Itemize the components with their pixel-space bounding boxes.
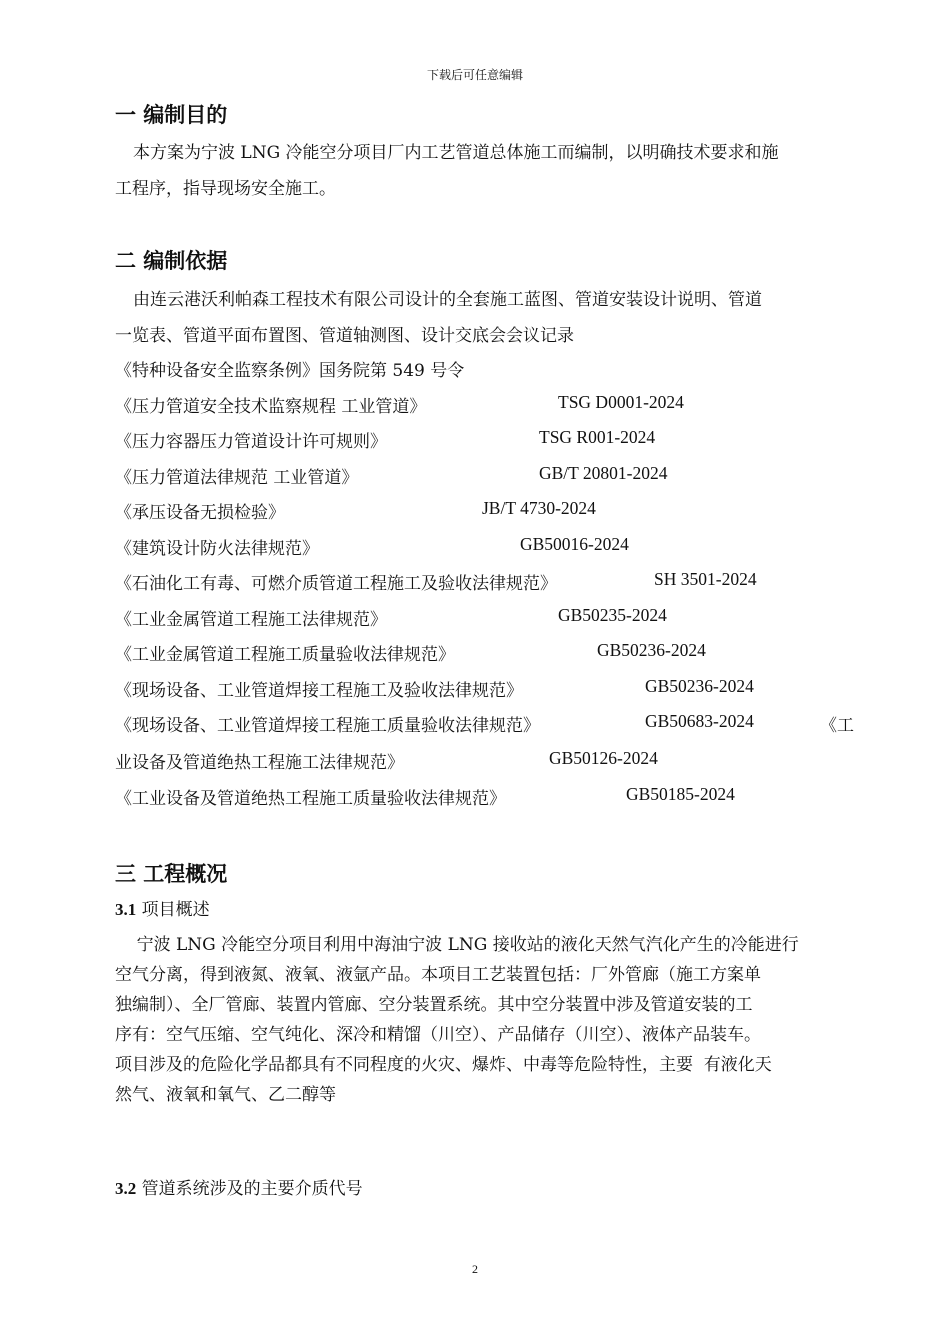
subsection-title: 项目概述	[141, 900, 210, 920]
standard-code: GB50683-2024	[645, 711, 754, 731]
standard-name: 《工业金属管道工程施工质量验收法律规范》	[115, 645, 455, 665]
standard-code: JB/T 4730-2024	[482, 498, 596, 518]
body-line: 项目涉及的危险化学品都具有不同程度的火灾、爆炸、中毒等危险特性，主要 有液化天	[115, 1055, 772, 1075]
section-1-line-2: 工程序，指导现场安全施工。	[115, 179, 336, 199]
standard-name: 《压力管道安全技术监察规程 工业管道》	[115, 397, 427, 417]
standard-code: GB50236-2024	[645, 676, 754, 696]
standard-code: GB50236-2024	[597, 640, 706, 660]
section-2-intro-1: 由连云港沃利帕森工程技术有限公司设计的全套施工蓝图、管道安装设计说明、管道	[133, 290, 762, 310]
section-2-heading: 二 编制依据	[115, 249, 228, 273]
standard-name: 《工业设备及管道绝热工程施工质量验收法律规范》	[115, 789, 506, 809]
standard-name: 《现场设备、工业管道焊接工程施工质量验收法律规范》	[115, 716, 540, 736]
standard-code: GB50185-2024	[626, 784, 735, 804]
subsection-number: 3.1	[115, 900, 137, 919]
subsection-number: 3.2	[115, 1179, 137, 1198]
standard-name: 业设备及管道绝热工程施工法律规范》	[115, 753, 404, 773]
standard-name-wrap: 《工	[820, 716, 854, 736]
section-2-intro-2: 一览表、管道平面布置图、管道轴测图、设计交底会会议记录	[115, 326, 574, 346]
standard-name: 《压力容器压力管道设计许可规则》	[115, 432, 387, 452]
standard-name: 《建筑设计防火法律规范》	[115, 539, 319, 559]
page-number: 2	[472, 1262, 478, 1276]
standard-name: 《特种设备安全监察条例》国务院第 549 号令	[115, 361, 465, 381]
standard-name: 《工业金属管道工程施工法律规范》	[115, 610, 387, 630]
standard-code: GB50126-2024	[549, 748, 658, 768]
body-line: 宁波 LNG 冷能空分项目利用中海油宁波 LNG 接收站的液化天然气汽化产生的冷能进行	[115, 935, 799, 955]
section-3-heading: 三 工程概况	[115, 862, 228, 886]
standard-name: 《压力管道法律规范 工业管道》	[115, 468, 359, 488]
section-1-line-1: 本方案为宁波 LNG 冷能空分项目厂内工艺管道总体施工而编制，以明确技术要求和施	[133, 143, 779, 163]
body-line: 空气分离，得到液氮、液氧、液氩产品。本项目工艺装置包括：厂外管廊（施工方案单	[115, 965, 761, 985]
section-1-heading: 一 编制目的	[115, 103, 228, 127]
standard-code: GB/T 20801-2024	[539, 463, 668, 483]
standard-code: TSG R001-2024	[539, 427, 656, 447]
subsection-3-1-heading	[115, 895, 210, 920]
standard-code: SH 3501-2024	[654, 569, 757, 589]
body-line: 然气、液氧和氧气、乙二醇等	[115, 1085, 336, 1105]
standard-name: 《承压设备无损检验》	[115, 503, 285, 523]
standard-name: 《现场设备、工业管道焊接工程施工及验收法律规范》	[115, 681, 523, 701]
body-line: 序有：空气压缩、空气纯化、深冷和精馏（川空）、产品储存（川空）、液体产品装车。	[115, 1025, 761, 1045]
page-header: 下载后可任意编辑	[426, 68, 523, 82]
body-line: 独编制）、全厂管廊、装置内管廊、空分装置系统。其中空分装置中涉及管道安装的工	[115, 995, 753, 1015]
subsection-title: 管道系统涉及的主要介质代号	[141, 1179, 363, 1199]
standard-code: GB50016-2024	[520, 534, 629, 554]
standard-code: TSG D0001-2024	[558, 392, 684, 412]
subsection-3-2-heading	[115, 1174, 363, 1199]
standard-code: GB50235-2024	[558, 605, 667, 625]
standard-name: 《石油化工有毒、可燃介质管道工程施工及验收法律规范》	[115, 574, 557, 594]
